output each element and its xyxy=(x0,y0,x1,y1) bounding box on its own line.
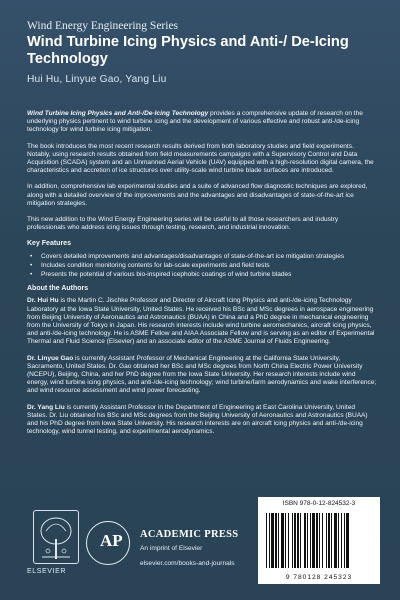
author-bio-text: is the Martin C. Jischke Professor and Director of Aircraft Icing Physics and anti-/de-icing Technology Laboratory at the Iowa State University, United States. He received his BSc and MSc degrees in aerospace engineering from Beijing University of Aeronautics and Astronautics (BUAA) in China and a PhD degree in mechanical engineering from the University of Tokyo in Japan. His research interests include wind turbine aeromechanics, aircraft icing physics, and anti-/de-icing technology. He is ASME Fellow and AIAA Associate Fellow and is serving as an editor of Experimental Thermal and Fluid Science (Elsevier) and an associate editor of the ASME Journal of Fluids Engineering. xyxy=(27,297,375,346)
book-title: Wind Turbine Icing Physics and Anti-/ De-Icing Technology xyxy=(27,34,349,67)
bullet-icon: • xyxy=(30,271,33,279)
description-lead-rest: provides a comprehensive update of research on the underlying physics pertinent to wind turbine icing and the development of various effective and robust anti-/de-icing technology for wind turbine icing mitigation. xyxy=(27,110,363,134)
key-feature-text: Includes condition monitoring contents for lab-scale experiments and field tests xyxy=(41,261,270,269)
academic-press-monogram: AP xyxy=(100,531,123,550)
author-name: Dr. Hui Hu xyxy=(27,297,59,305)
key-features-heading: Key Features xyxy=(27,240,71,248)
author-bio-text: is currently Assistant Professor of Mechanical Engineering at the California State University, Sacramento, United States. Dr. Gao obtained her BSc and MSc degrees from North China Electric Power University (NCEPU), Beijing, China, and her PhD degree from the Iowa State University. Her research interests include wind energy, wind turbine icing physics, and anti-/de-icing technology; wind turbine/farm aerodynamics and wake interference; and wind resource assessment and wind power forecasting. xyxy=(27,354,377,395)
author-name: Dr. Linyue Gao xyxy=(27,354,74,362)
bullet-icon: • xyxy=(30,252,33,260)
author-bio-gao xyxy=(27,355,377,396)
key-features-list xyxy=(27,253,377,280)
author-bio-text: is currently Assistant Professor in the Department of Engineering at East Carolina University, United States. Dr. Liu obtained his BSc and MSc degrees from the Beijing University of Aeronautics and Astronautics (BUAA) and his PhD degree from Iowa State University. His research interests are on aircraft icing physics and anti-/de-icing technology, wind tunnel testing, and experimental aerodynamics. xyxy=(27,403,368,436)
description-paragraph-3: In addition, comprehensive lab experimental studies and a suite of advanced flow diagnostic techniques are explored, along with a detailed overview of the improvements and the advantages and disadvantages of state-of-the-art ice mitigation strategies. xyxy=(27,183,368,207)
description-paragraph-4: This new addition to the Wind Energy Engineering series will be useful to all those researchers and industry professionals who address icing issues through testing, research, and industrial innovation. xyxy=(27,216,339,232)
isbn-barcode-panel xyxy=(258,497,380,584)
description-lead-title: Wind Turbine Icing Physics and Anti-/De-Icing Technology xyxy=(27,110,209,117)
author-name: Dr. Yang Liu xyxy=(27,403,65,411)
barcode-graphic xyxy=(266,513,372,568)
author-list: Hui Hu, Linyue Gao, Yang Liu xyxy=(27,74,167,85)
bullet-icon: • xyxy=(30,261,33,269)
description-paragraph-1 xyxy=(27,110,377,135)
series-name: Wind Energy Engineering Series xyxy=(27,20,179,32)
imprint-line: An imprint of Elsevier xyxy=(140,545,203,552)
elsevier-wordmark: ELSEVIER xyxy=(27,568,67,575)
elsevier-tree-icon xyxy=(33,510,79,564)
description-body xyxy=(27,110,377,445)
key-feature-text: Covers detailed improvements and advantages/disadvantages of state-of-the-art ice mitigation strategies xyxy=(41,252,345,260)
author-bio-liu xyxy=(27,404,377,437)
publisher-url: elsevier.com/books-and-journals xyxy=(140,560,235,567)
key-feature-item xyxy=(27,271,377,279)
key-feature-item xyxy=(27,262,377,270)
about-authors-heading: About the Authors xyxy=(27,285,89,293)
elsevier-logo xyxy=(27,510,87,580)
key-feature-text: Presents the potential of various bio-inspired icephobic coatings of wind turbine blades xyxy=(41,271,292,279)
key-feature-item xyxy=(27,253,377,261)
description-paragraph-2: The book introduces the most recent research results derived from both laboratory studies and field experiments. Notably, using research results obtained from field measurements campaigns with a Supervisory Control and Data Acquisition (SCADA) system and an Unmanned Aerial Vehicle (UAV) equipped with a high-resolution digital camera, the characteristics and accretion of ice structures over utility-scale wind turbine blade surfaces are introduced. xyxy=(27,142,374,175)
author-bio-hu xyxy=(27,297,377,346)
publisher-name: ACADEMIC PRESS xyxy=(140,529,239,540)
barcode-digits: 9 780128 245323 xyxy=(285,574,353,581)
isbn-number: ISBN 978-0-12-824532-3 xyxy=(282,500,356,507)
